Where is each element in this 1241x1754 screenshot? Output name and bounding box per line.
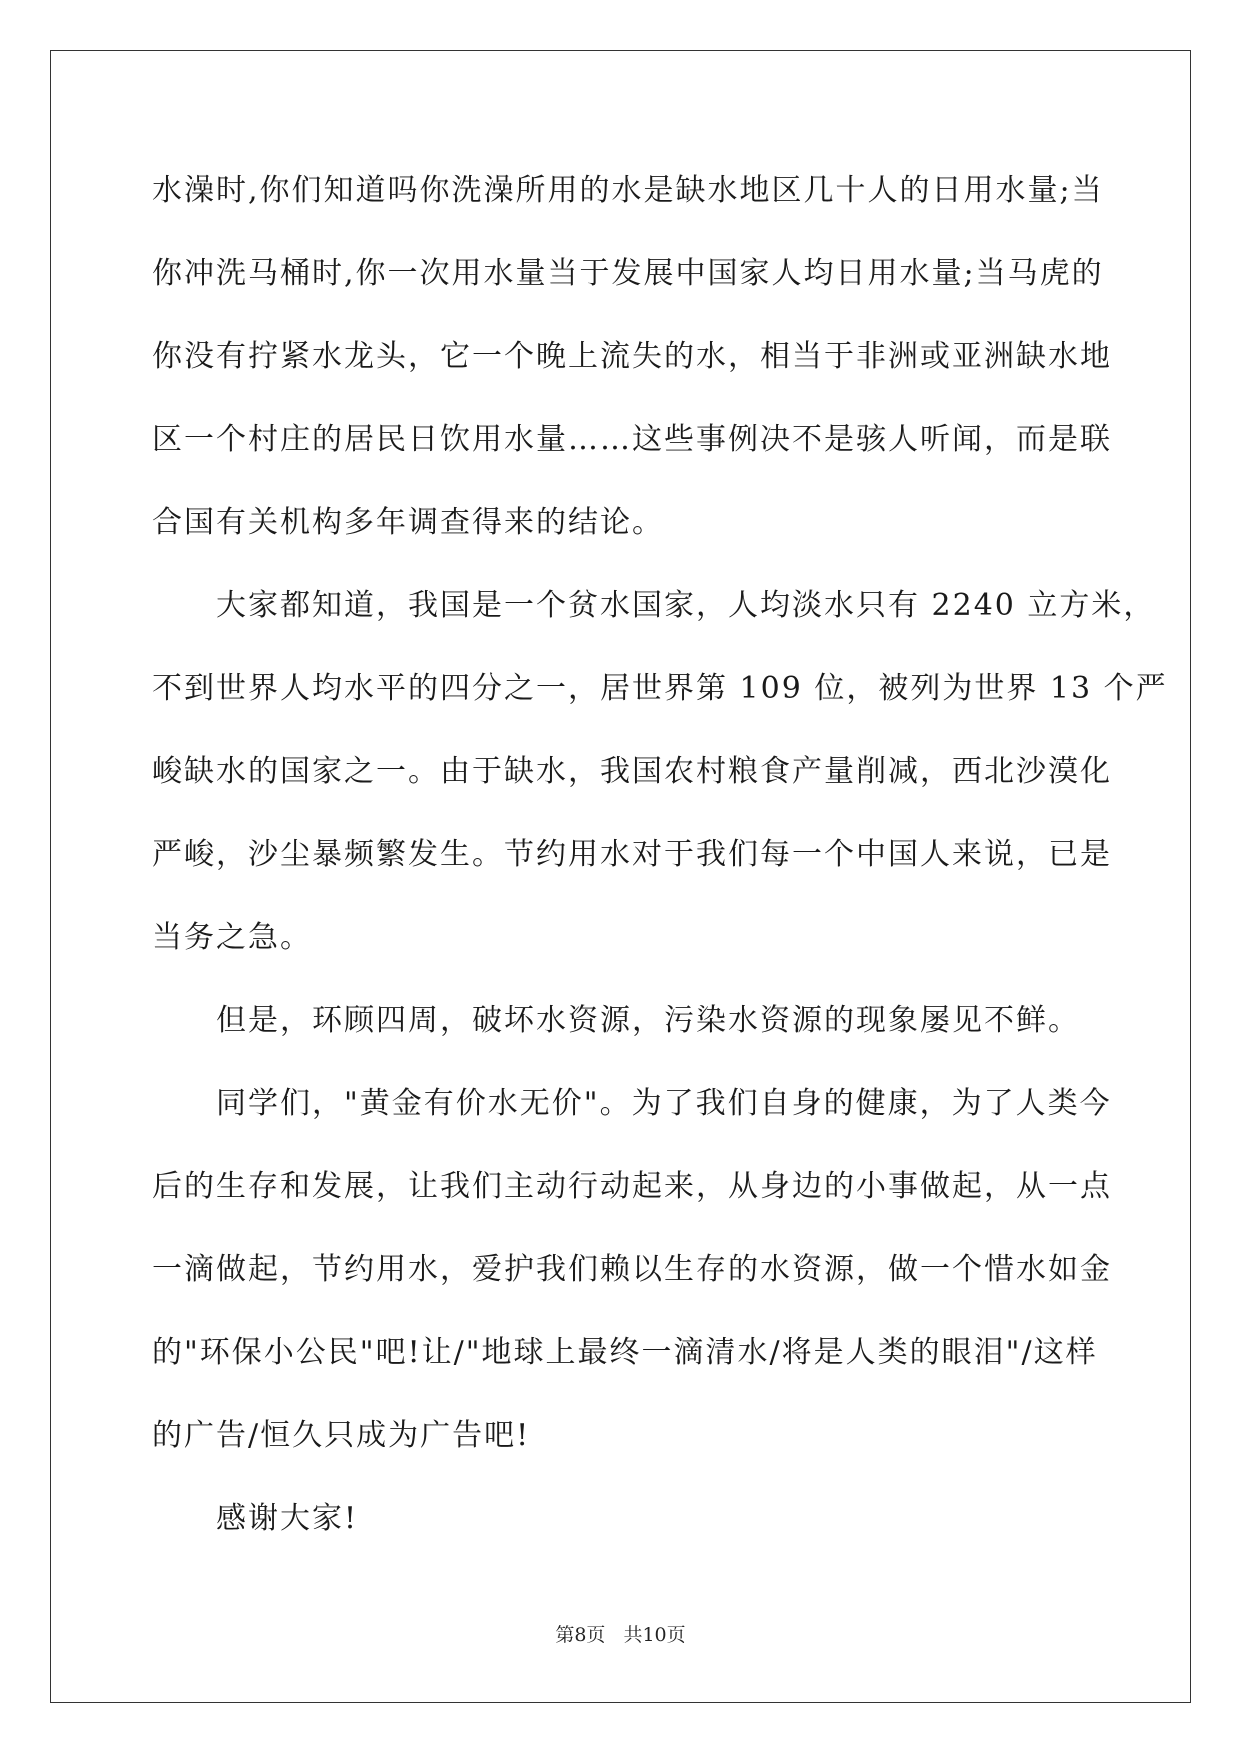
text-line: 严峻，沙尘暴频繁发生。节约用水对于我们每一个中国人来说，已是 [152,837,1112,872]
text-line: 不到世界人均水平的四分之一，居世界第 109 位，被列为世界 13 个严 [152,671,1168,706]
text-line: 后的生存和发展，让我们主动行动起来，从身边的小事做起，从一点 [152,1169,1112,1204]
text-line: 的广告/恒久只成为广告吧! [152,1418,531,1453]
text-line: 峻缺水的国家之一。由于缺水，我国农村粮食产量削减，西北沙漠化 [152,754,1112,789]
document-body [152,160,1168,1571]
text-line: 水澡时,你们知道吗你洗澡所用的水是缺水地区几十人的日用水量;当 [152,173,1104,208]
text-line: 一滴做起，节约用水，爱护我们赖以生存的水资源，做一个惜水如金 [152,1252,1112,1287]
page-total: 共10页 [623,1624,686,1646]
text-line: 你冲洗马桶时,你一次用水量当于发展中国家人均日用水量;当马虎的 [152,256,1104,291]
text-line: 合国有关机构多年调查得来的结论。 [152,505,664,540]
text-line: 区一个村庄的居民日饮用水量……这些事例决不是骇人听闻，而是联 [152,422,1112,457]
text-line: 的"环保小公民"吧!让/"地球上最终一滴清水/将是人类的眼泪"/这样 [152,1335,1098,1370]
text-line: 感谢大家! [216,1501,359,1536]
text-line: 但是，环顾四周，破坏水资源，污染水资源的现象屡见不鲜。 [216,1003,1080,1038]
page-footer [0,1620,1241,1647]
text-line: 当务之急。 [152,920,312,955]
text-line: 同学们，"黄金有价水无价"。为了我们自身的健康，为了人类今 [216,1086,1112,1121]
text-line: 你没有拧紧水龙头，它一个晚上流失的水，相当于非洲或亚洲缺水地 [152,339,1112,374]
text-line: 大家都知道，我国是一个贫水国家，人均淡水只有 2240 立方米， [216,588,1156,623]
page-number: 第8页 [555,1624,606,1646]
